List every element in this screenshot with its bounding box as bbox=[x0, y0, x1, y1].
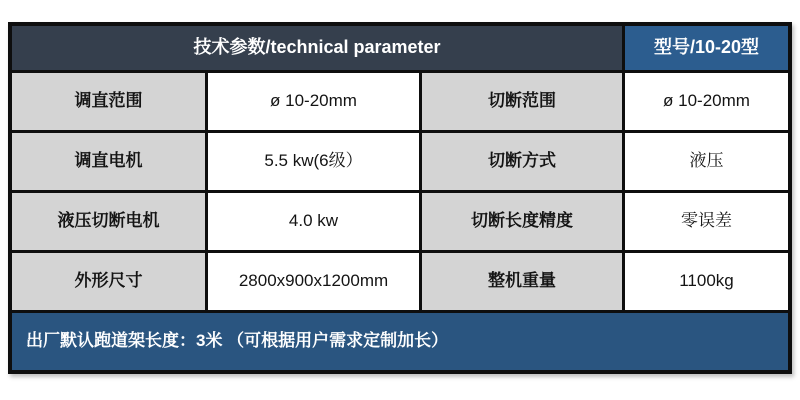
param-value-straighten-range: ø 10-20mm bbox=[208, 73, 419, 130]
param-value-cutting-range: ø 10-20mm bbox=[625, 73, 788, 130]
table-header-model: 型号/10-20型 bbox=[625, 26, 788, 70]
param-value-hydraulic-cutting-motor: 4.0 kw bbox=[208, 193, 419, 250]
param-label-machine-weight: 整机重量 bbox=[422, 253, 622, 310]
param-label-cutting-method: 切断方式 bbox=[422, 133, 622, 190]
param-value-cutting-length-precision: 零误差 bbox=[625, 193, 788, 250]
technical-parameter-table bbox=[8, 22, 792, 374]
param-label-straighten-motor: 调直电机 bbox=[12, 133, 205, 190]
param-value-machine-weight: 1100kg bbox=[625, 253, 788, 310]
table-header-title: 技术参数/technical parameter bbox=[12, 26, 622, 70]
param-label-cutting-length-precision: 切断长度精度 bbox=[422, 193, 622, 250]
param-label-hydraulic-cutting-motor: 液压切断电机 bbox=[12, 193, 205, 250]
param-label-straighten-range: 调直范围 bbox=[12, 73, 205, 130]
param-label-cutting-range: 切断范围 bbox=[422, 73, 622, 130]
param-value-dimensions: 2800x900x1200mm bbox=[208, 253, 419, 310]
param-value-cutting-method: 液压 bbox=[625, 133, 788, 190]
footer-note: 出厂默认跑道架长度：3米 （可根据用户需求定制加长） bbox=[12, 313, 788, 370]
param-value-straighten-motor: 5.5 kw(6级） bbox=[208, 133, 419, 190]
param-label-dimensions: 外形尺寸 bbox=[12, 253, 205, 310]
